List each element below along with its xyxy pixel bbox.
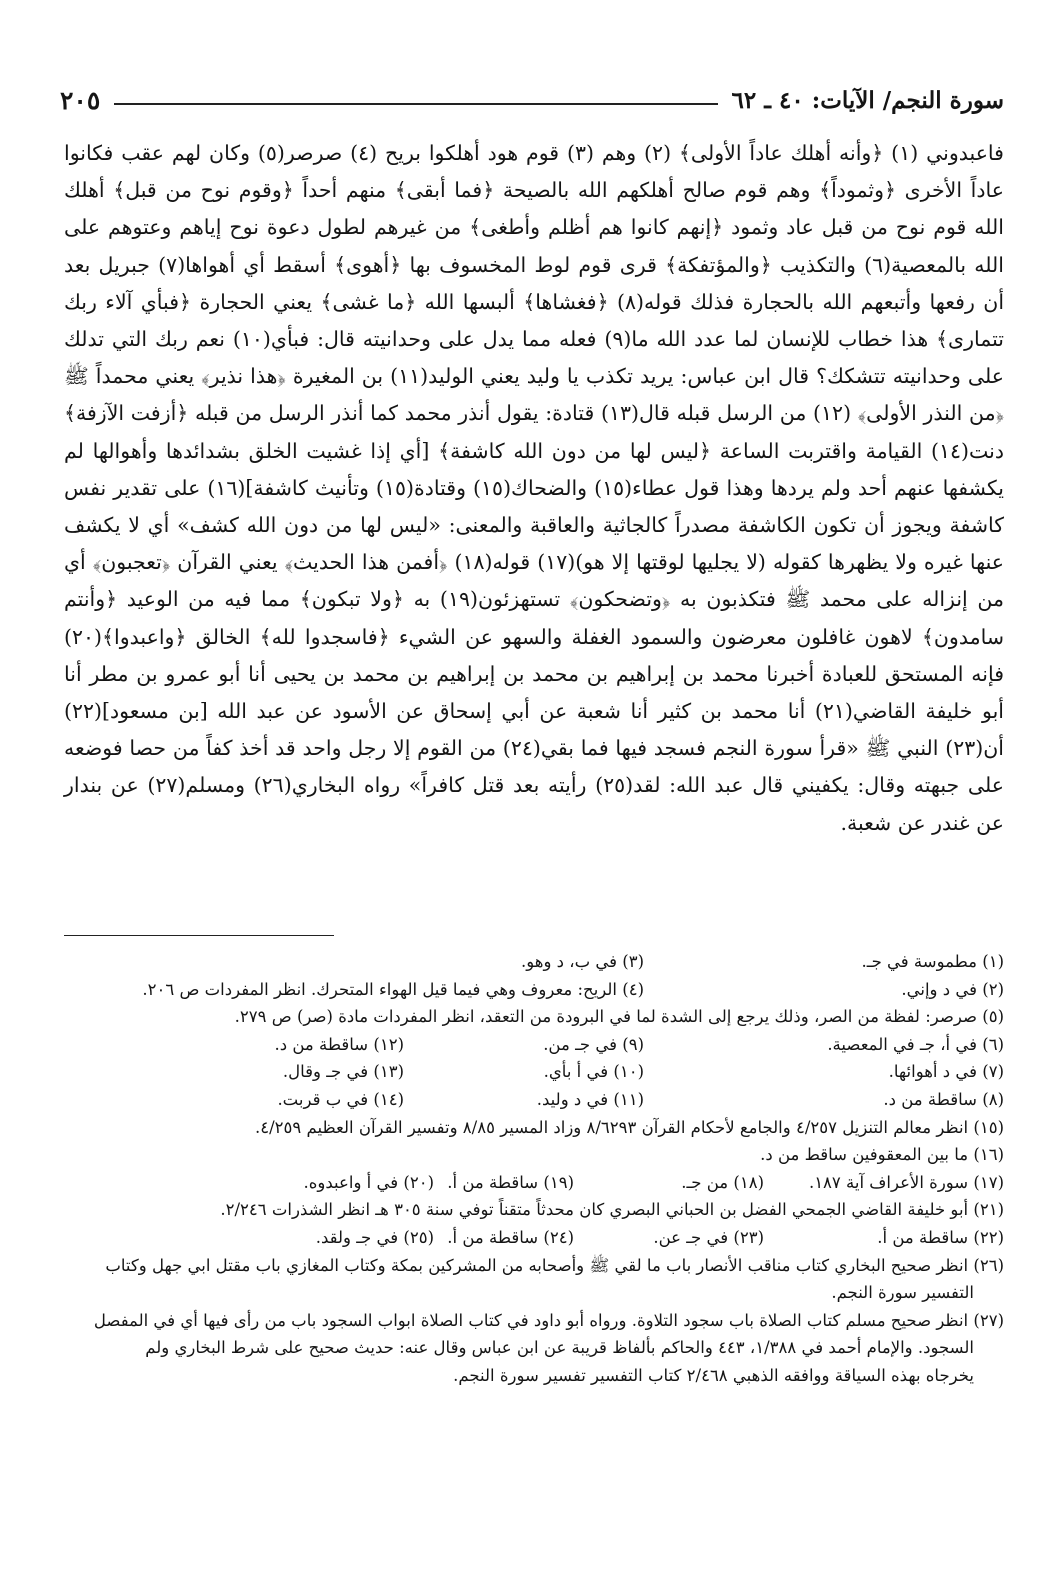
footnote-row [56, 976, 1004, 1004]
footnote: (١١) في د وليد. [536, 1089, 644, 1109]
tafsir-paragraph: فاعبدوني (١) ﴿وأنه أهلك عاداً الأولى﴾ (٢) وهم (٣) قوم هود أهلكوا بريح (٤) صرصر(٥) وكان لهم عقب فكانوا عاداً الأخرى ﴿وثموداً﴾ وهم قوم صالح أهلكهم الله بالصيحة ﴿فما أبقى﴾ منهم أحداً ﴿وقوم نوح من قبل﴾ أهلك الله قوم نوح من قبل عاد وثمود ﴿إنهم كانوا هم أظلم وأطغى﴾ من غيرهم لطول دعوة نوح إياهم وعتوهم على الله بالمعصية(٦) والتكذيب ﴿والمؤتفكة﴾ قرى قوم لوط المخسوف بها ﴿أهوى﴾ أسقط أي أهواها(٧) جبريل بعد أن رفعها وأتبعهم الله بالحجارة فذلك قوله(٨) ﴿فغشاها﴾ ألبسها الله ﴿ما غشى﴾ يعني الحجارة ﴿فبأي آلاء ربك تتمارى﴾ هذا خطاب للإنسان لما عدد الله ما(٩) فعله مما يدل على وحدانيته قال: فبأي(١٠) نعم ربك التي تدلك على وحدانيته تتشكك؟ قال ابن عباس: يريد تكذب يا وليد يعني الوليد(١١) بن المغيرة ﴿هذا نذير﴾ يعني محمداً ﷺ ﴿من النذر الأولى﴾ (١٢) من الرسل قبله قال(١٣) قتادة: يقول أنذر محمد كما أنذر الرسل من قبله ﴿أزفت الآزفة﴾ دنت(١٤) القيامة واقتربت الساعة ﴿ليس لها من دون الله كاشفة﴾ [أي إذا غشيت الخلق بشدائدها وأهوالها لم يكشفها عنهم أحد ولم يردها وهذا قول عطاء(١٥) والضحاك(١٥) وقتادة(١٥) وتأنيث كاشفة](١٦) على تقدير نفس كاشفة ويجوز أن تكون الكاشفة مصدراً كالجاثية والعاقبة والمعنى: «ليس لها من دون الله كشف» أي لا يكشف عنها غيره ولا يظهرها كقوله (لا يجليها لوقتها إلا هو)(١٧) قوله(١٨) ﴿أفمن هذا الحديث﴾ يعني القرآن ﴿تعجبون﴾ أي من إنزاله على محمد ﷺ فتكذبون به ﴿وتضحكون﴾ تستهزئون(١٩) به ﴿ولا تبكون﴾ مما فيه من الوعيد ﴿وأنتم سامدون﴾ لاهون غافلون معرضون والسمود الغفلة والسهو عن الشيء ﴿فاسجدوا لله﴾ الخالق ﴿واعبدوا﴾(٢٠) فإنه المستحق للعبادة أخبرنا محمد بن إبراهيم بن محمد بن إبراهيم بن محمد بن يحيى أنا أبو عمرو بن مطر أنا أبو خليفة القاضي(٢١) أنا محمد بن كثير أنا شعبة عن أبي إسحاق عن الأسود عن عبد الله [بن مسعود](٢٢) أن(٢٣) النبي ﷺ «قرأ سورة النجم فسجد فيها فما بقي(٢٤) من القوم إلا رجل واحد قد أخذ كفاً من حصا فوضعه على جبهته وقال: يكفيني قال عبد الله: لقد(٢٥) رأيته بعد قتل كافراً» رواه البخاري(٢٦) ومسلم(٢٧) عن بندار عن غندر عن شعبة. [64, 141, 1005, 835]
footnotes [56, 948, 1004, 1390]
footnote-row [56, 948, 1004, 976]
footnote-row [56, 1252, 1004, 1280]
footnote-row [56, 1141, 1004, 1169]
footnote-row [56, 1114, 1004, 1142]
footnote-row [56, 1031, 1004, 1059]
footnote: (٢٧) انظر صحيح مسلم كتاب الصلاة باب سجود التلاوة. ورواه أبو داود في كتاب الصلاة ابواب السجود باب من رأى فيها أي في المفصل [93, 1310, 1004, 1330]
footnote: (٢٤) ساقطة من أ. [447, 1227, 574, 1247]
footnote: (٢٥) في جـ ولقد. [315, 1227, 434, 1247]
page-header [60, 80, 1004, 120]
footnote: السجود. والإمام أحمد في ١/٣٨٨، ٤٤٣ والحاكم بألفاظ قريبة عن ابن عباس وقال عنه: حديث صحيح على شرط البخاري ولم [145, 1338, 974, 1358]
header-rule [114, 103, 717, 105]
footnote: (٩) في جـ من. [543, 1034, 644, 1054]
footnote: (٢٣) في جـ عن. [653, 1227, 764, 1247]
footnote-row [56, 1086, 1004, 1114]
footnote-row [56, 1362, 1004, 1390]
footnote: (٢٠) في أ واعبدوه. [303, 1172, 434, 1192]
footnote-row [56, 1169, 1004, 1197]
footnote-row [56, 1307, 1004, 1335]
footnote: (٢٦) انظر صحيح البخاري كتاب مناقب الأنصار باب ما لقي ﷺ وأصحابه من المشركين بمكة وكتاب المغازي باب مقتل ابي جهل وكتاب [105, 1255, 1004, 1275]
page-number: ٢٠٥ [60, 85, 101, 115]
main-text [64, 135, 1004, 842]
footnote: (١٥) انظر معالم التنزيل ٤/٢٥٧ والجامع لأحكام القرآن ٨/٦٢٩٣ وزاد المسير ٨/٨٥ وتفسير القرآن العظيم ٤/٢٥٩. [255, 1117, 1004, 1137]
footnote-row [56, 1334, 1004, 1362]
footnote: (١٩) ساقطة من أ. [447, 1172, 574, 1192]
footnote: (١٤) في ب قربت. [277, 1089, 404, 1109]
footnote: (٢٢) ساقطة من أ. [877, 1227, 1004, 1247]
footnote: (١) مطموسة في جـ. [861, 952, 1004, 971]
footnote: (٧) في د أهوائها. [888, 1062, 1004, 1082]
footnote: (٤) الريح: معروف وهي فيما قيل الهواء المتحرك. انظر المفردات ص ٢٠٦. [142, 979, 644, 999]
footnote: (١٨) من جـ. [681, 1172, 764, 1192]
footnote-separator [64, 935, 334, 936]
footnote: (١٢) ساقطة من د. [274, 1034, 404, 1054]
footnote-row [56, 1196, 1004, 1224]
footnote-row [56, 1279, 1004, 1307]
footnote: (٥) صرصر: لفظة من الصر، وذلك يرجع إلى الشدة لما في البرودة من التعقد، انظر المفردات مادة (صر) ص ٢٧٩. [234, 1007, 1004, 1027]
footnote: (٢١) أبو خليفة القاضي الجمحي الفضل بن الحباني البصري كان محدثاً متقناً توفي سنة ٣٠٥ هـ انظر الشذرات ٢/٢٤٦. [220, 1200, 1004, 1220]
footnote: (٣) في ب، د وهو. [520, 952, 644, 971]
footnote: يخرجاه بهذه السياقة ووافقه الذهبي ٢/٤٦٨ كتاب التفسير تفسير سورة النجم. [453, 1365, 974, 1385]
footnote-row [56, 1224, 1004, 1252]
footnote: (١٠) في أ بأي. [543, 1062, 644, 1082]
footnote: (١٣) في جـ وقال. [282, 1062, 404, 1082]
footnote: التفسير سورة النجم. [831, 1283, 974, 1303]
footnote-row [56, 1058, 1004, 1086]
footnote: (٢) في د وإني. [901, 979, 1004, 999]
footnote: (٦) في أ، جـ في المعصية. [827, 1034, 1004, 1054]
footnote: (١٦) ما بين المعقوفين ساقط من د. [760, 1145, 1004, 1165]
footnote: (١٧) سورة الأعراف آية ١٨٧. [808, 1172, 1004, 1192]
footnote: (٨) ساقطة من د. [883, 1089, 1004, 1109]
footnote-row [56, 1003, 1004, 1031]
running-title: سورة النجم/ الآيات: ٤٠ ـ ٦٢ [731, 86, 1004, 114]
